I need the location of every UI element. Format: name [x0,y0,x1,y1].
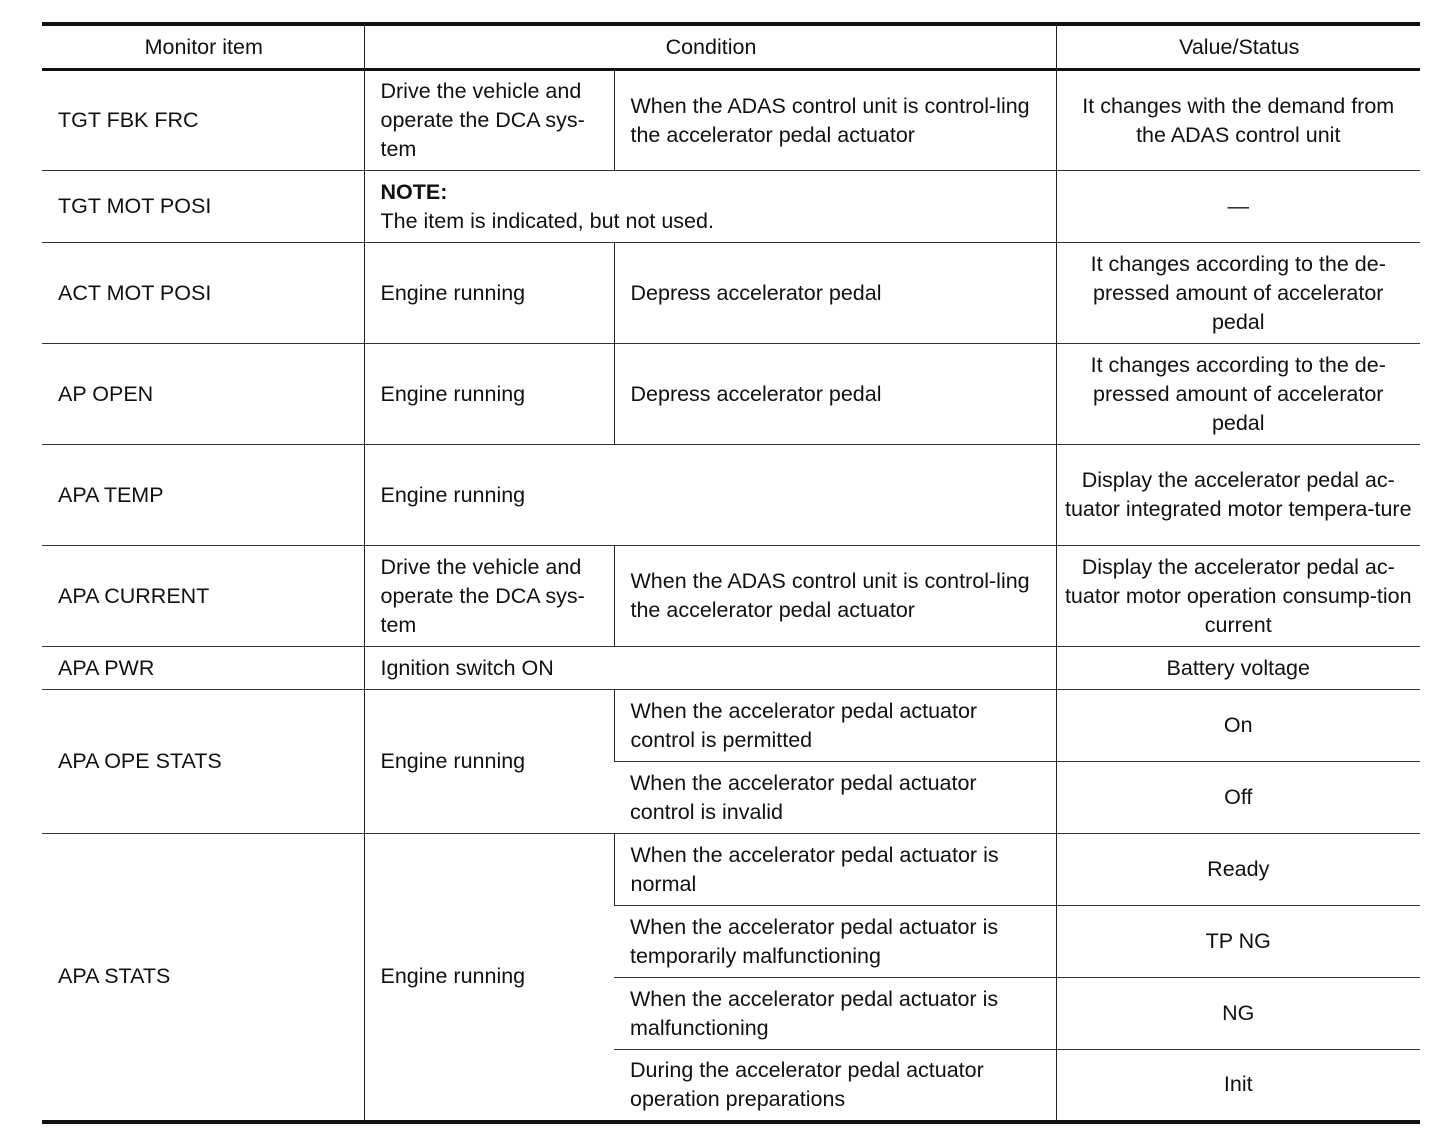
condition-cell: Engine running [364,690,614,834]
condition-cell: Engine running [364,344,614,445]
note-text: The item is indicated, but not used. [380,208,714,233]
header-condition: Condition [364,24,1056,70]
table-row [42,171,1420,243]
table-row [42,546,1420,647]
table-row [42,70,1420,171]
table-row [42,690,1420,762]
monitor-item-cell: APA TEMP [42,445,364,546]
table-row [42,344,1420,445]
value-cell: On [1056,690,1420,762]
value-cell: It changes according to the de-pressed amount of accelerator pedal [1056,344,1420,445]
condition-cell: Drive the vehicle and operate the DCA sys-tem [364,70,614,171]
condition-detail-cell: Depress accelerator pedal [614,344,1056,445]
table-header-row [42,24,1420,70]
value-cell: It changes with the demand from the ADAS control unit [1056,70,1420,171]
note-label: NOTE: [380,179,448,204]
value-cell: — [1056,171,1420,243]
condition-cell: Engine running [364,445,1056,546]
value-cell: Ready [1056,834,1420,906]
monitor-item-cell: APA PWR [42,647,364,690]
value-cell: Display the accelerator pedal ac-tuator motor operation consump-tion current [1056,546,1420,647]
monitor-item-cell: TGT FBK FRC [42,70,364,171]
condition-detail-cell: When the accelerator pedal actuator control is invalid [614,762,1056,834]
monitor-item-cell: APA OPE STATS [42,690,364,834]
value-cell: It changes according to the de-pressed amount of accelerator pedal [1056,243,1420,344]
table-row [42,243,1420,344]
condition-detail-cell: When the accelerator pedal actuator control is permitted [614,690,1056,762]
monitor-item-table [42,22,1420,1124]
condition-detail-cell: When the accelerator pedal actuator is temporarily malfunctioning [614,906,1056,978]
table-row [42,445,1420,546]
table-row [42,647,1420,690]
table-row [42,834,1420,906]
value-cell: Display the accelerator pedal ac-tuator integrated motor tempera-ture [1056,445,1420,546]
monitor-item-cell: ACT MOT POSI [42,243,364,344]
condition-detail-cell: Depress accelerator pedal [614,243,1056,344]
value-cell: TP NG [1056,906,1420,978]
monitor-item-cell: APA CURRENT [42,546,364,647]
condition-detail-cell: When the ADAS control unit is control-ling the accelerator pedal actuator [614,70,1056,171]
condition-detail-cell: When the accelerator pedal actuator is malfunctioning [614,978,1056,1050]
condition-detail-cell: When the ADAS control unit is control-ling the accelerator pedal actuator [614,546,1056,647]
condition-cell: Ignition switch ON [364,647,1056,690]
condition-cell: Engine running [364,834,614,1122]
condition-detail-cell: During the accelerator pedal actuator operation preparations [614,1050,1056,1122]
monitor-item-cell: APA STATS [42,834,364,1122]
monitor-item-cell: AP OPEN [42,344,364,445]
value-cell: Init [1056,1050,1420,1122]
value-cell: NG [1056,978,1420,1050]
monitor-item-cell: TGT MOT POSI [42,171,364,243]
condition-cell: Drive the vehicle and operate the DCA sys-tem [364,546,614,647]
condition-detail-cell: When the accelerator pedal actuator is normal [614,834,1056,906]
header-monitor-item: Monitor item [42,24,364,70]
header-value-status: Value/Status [1056,24,1420,70]
condition-cell: Engine running [364,243,614,344]
note-cell [364,171,1056,243]
value-cell: Battery voltage [1056,647,1420,690]
value-cell: Off [1056,762,1420,834]
